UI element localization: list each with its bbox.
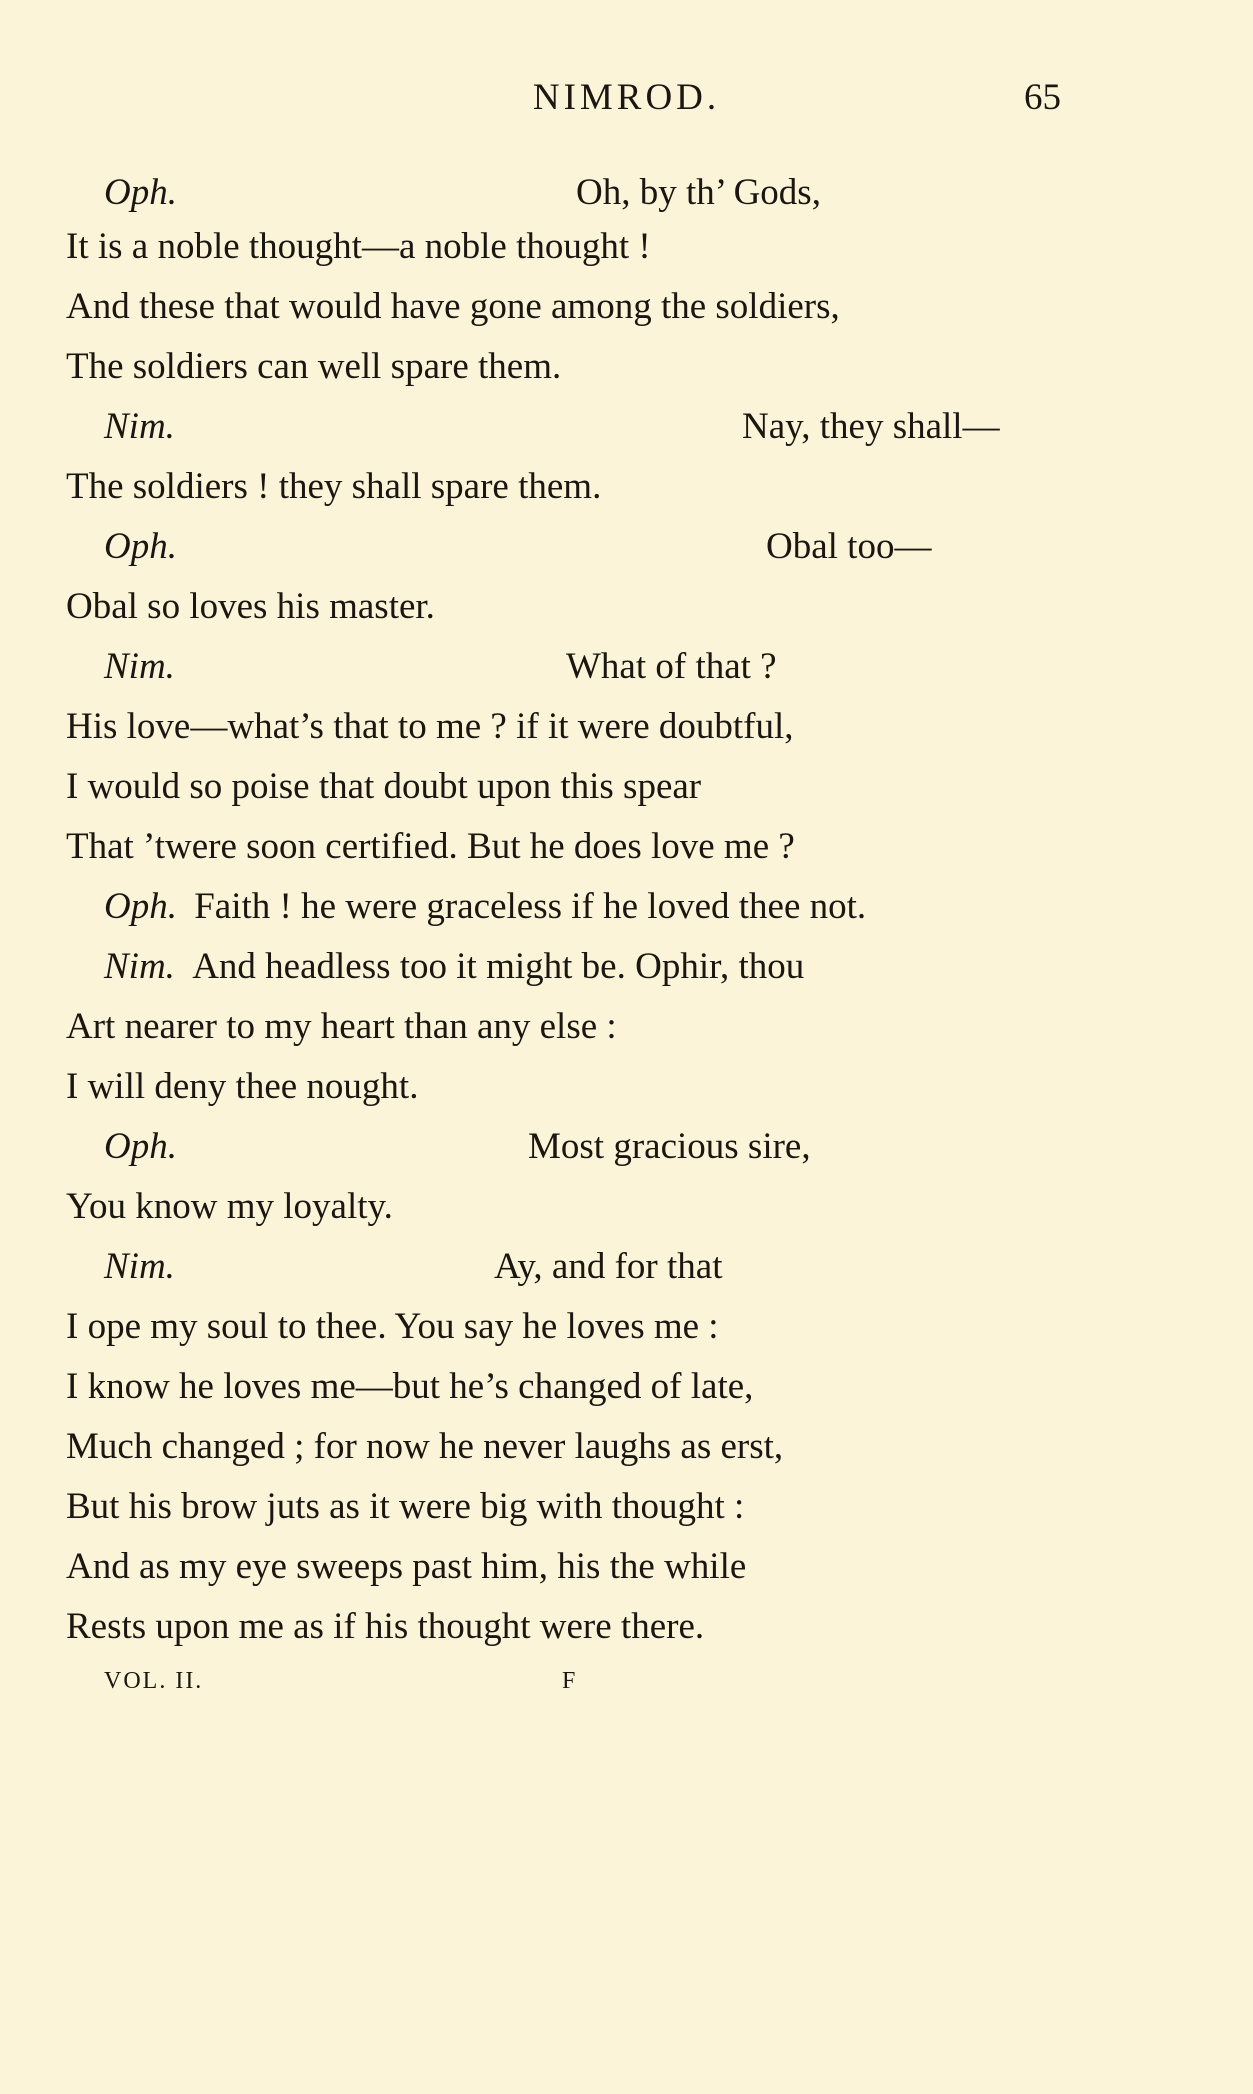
verse-line — [66, 1421, 783, 1473]
verse-line — [66, 167, 1166, 219]
running-title: NIMROD. — [532, 77, 721, 118]
verse-line — [66, 1001, 617, 1053]
line-text: And these that would have gone among the soldiers, — [66, 286, 840, 327]
verse-line — [66, 821, 795, 873]
verse-line — [66, 521, 1166, 573]
line-text: Ay, and for that — [494, 1246, 723, 1287]
line-text: Rests upon me as if his thought were there. — [66, 1606, 705, 1647]
line-text: I will deny thee nought. — [66, 1066, 419, 1107]
verse-line — [66, 341, 561, 393]
volume-signature: VOL. II. — [104, 1668, 204, 1694]
verse-line — [66, 1361, 753, 1413]
verse-line — [66, 281, 840, 333]
verse-line — [66, 581, 435, 633]
speaker-name: Nim. — [104, 406, 175, 447]
gathering-signature: F — [562, 1668, 578, 1694]
line-text: And as my eye sweeps past him, his the while — [66, 1546, 747, 1587]
speaker-name: Oph. — [104, 526, 177, 567]
verse-line — [66, 1121, 1166, 1173]
line-text: It is a noble thought—a noble thought ! — [66, 226, 651, 267]
line-text: Faith ! he were graceless if he loved thee not. — [194, 886, 867, 927]
line-text: The soldiers ! they shall spare them. — [66, 466, 602, 507]
line-text: That ’twere soon certified. But he does love me ? — [66, 826, 795, 867]
line-text: The soldiers can well spare them. — [66, 346, 562, 387]
speaker-name: Nim. — [104, 946, 175, 987]
line-text: His love—what’s that to me ? if it were doubtful, — [66, 706, 794, 747]
verse-line — [66, 401, 1166, 453]
line-text: I would so poise that doubt upon this spear — [66, 766, 702, 807]
verse-line — [66, 1241, 1166, 1293]
verse-line — [66, 1481, 744, 1533]
speaker-name: Oph. — [104, 1126, 177, 1167]
verse-line — [66, 1601, 704, 1653]
running-header — [0, 76, 1253, 122]
speaker-name: Oph. — [104, 886, 177, 927]
line-text: And headless too it might be. Ophir, thou — [192, 946, 805, 987]
line-text: I know he loves me—but he’s changed of late, — [66, 1366, 754, 1407]
verse-line — [66, 701, 794, 753]
verse-line — [66, 1061, 418, 1113]
line-text: Much changed ; for now he never laughs as erst, — [66, 1426, 784, 1467]
line-text: Oh, by th’ Gods, — [576, 172, 821, 213]
page-number: 65 — [1024, 77, 1061, 118]
verse-line — [66, 641, 1166, 693]
speaker-name: Nim. — [104, 1246, 175, 1287]
speaker-name: Nim. — [104, 646, 175, 687]
verse-line — [66, 1301, 719, 1353]
verse-line — [66, 941, 804, 993]
line-text: Art nearer to my heart than any else : — [66, 1006, 617, 1047]
line-text: Obal so loves his master. — [66, 586, 435, 627]
line-text: But his brow juts as it were big with thought : — [66, 1486, 745, 1527]
verse-line — [66, 1541, 746, 1593]
speaker-name: Oph. — [104, 172, 177, 213]
verse-line — [66, 461, 601, 513]
line-text: Obal too— — [766, 526, 932, 567]
line-text: Nay, they shall— — [742, 406, 1000, 447]
verse-line — [66, 881, 866, 933]
verse-line — [66, 1181, 393, 1233]
verse-line — [66, 761, 701, 813]
line-text: I ope my soul to thee. You say he loves me : — [66, 1306, 719, 1347]
line-text: You know my loyalty. — [66, 1186, 393, 1227]
line-text: Most gracious sire, — [528, 1126, 811, 1167]
line-text: What of that ? — [566, 646, 777, 687]
verse-line — [66, 221, 651, 273]
